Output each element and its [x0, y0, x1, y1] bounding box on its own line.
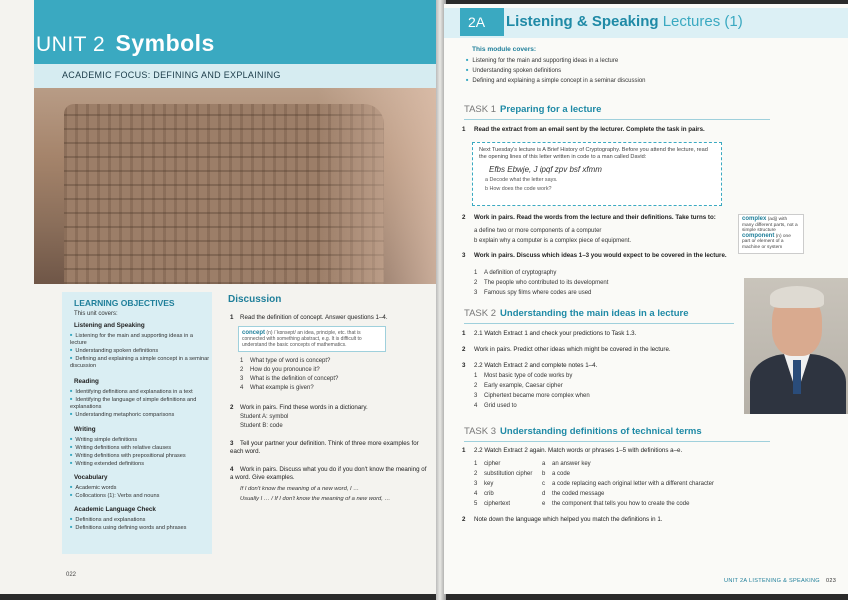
objective-item: ■ Academic words: [70, 483, 210, 492]
concept-definition: (n) /ˈkɒnsept/ an idea, principle, etc. that is connected with something abstract, e.g. It is difficult to understand the basic concepts of mathematics.: [242, 330, 362, 348]
task-1-question-2: 2 Work in pairs. Read the words from the lecture and their definitions. Take turns to:: [462, 214, 716, 221]
objective-item: ■ Writing simple definitions: [70, 435, 210, 444]
concept-word: concept: [242, 330, 266, 336]
objective-item: ■ Identifying the language of simple definitions and explanations: [70, 395, 210, 411]
email-text: Next Tuesday's lecture is A Brief History of Cryptography. Before you attend the lecture, read the opening lines of this letter written in code to a man called David:: [479, 147, 708, 160]
discussion-subquestion: 2 How do you pronounce it?: [240, 367, 320, 373]
page-number-left: 022: [66, 572, 77, 578]
unit-number: UNIT 2: [36, 33, 106, 56]
objectives-section-title: Listening and Speaking: [74, 322, 145, 329]
task-3-heading: TASK 3 Understanding definitions of technical terms: [464, 426, 702, 437]
term-item: 5 ciphertext: [474, 501, 511, 507]
module-cover-item: ■ Listening for the main and supporting ideas in a lecture: [466, 57, 618, 64]
term-item: 3 key: [474, 481, 494, 487]
task-1-question-1: 1 Read the extract from an email sent by the lecturer. Complete the task in pairs.: [462, 126, 705, 133]
email-subtask: b How does the code work?: [485, 186, 552, 192]
glossary-word: component: [742, 232, 775, 239]
module-covers-heading: This module covers:: [472, 46, 537, 53]
objective-item: ■ Writing definitions with relative clauses: [70, 443, 210, 452]
objective-item: ■ Understanding spoken definitions: [70, 346, 210, 355]
task-2-question-3: 3 2.2 Watch Extract 2 and complete notes 1–4.: [462, 362, 598, 369]
objective-item: ■ Understanding metaphoric comparisons: [70, 410, 210, 419]
task-1-heading: TASK 1 Preparing for a lecture: [464, 104, 602, 115]
module-tag: 2A: [460, 8, 504, 36]
task-1-question-3: 3 Work in pairs. Discuss which ideas 1–3 you would expect to be covered in the lecture.: [462, 252, 727, 259]
example-sentence: Usually I … / If I don't know the meaning of a new word, …: [240, 496, 391, 502]
task-2-heading: TASK 2 Understanding the main ideas in a lecture: [464, 308, 689, 319]
discussion-subquestion: 3 What is the definition of concept?: [240, 376, 339, 382]
discussion-question-2: 2 Work in pairs. Find these words in a dictionary.: [230, 404, 368, 411]
academic-focus-bar: [34, 64, 438, 88]
discussion-question-1: 1 Read the definition of concept. Answer questions 1–4.: [230, 314, 388, 321]
task-2-note: 1 Most basic type of code works by: [474, 373, 573, 379]
task-2-note: 2 Early example, Caesar cipher: [474, 383, 563, 389]
objective-item: ■ Writing definitions with prepositional phrases: [70, 451, 210, 460]
module-cover-item: ■ Defining and explaining a simple concept in a seminar discussion: [466, 77, 646, 84]
page-footer: UNIT 2A LISTENING & SPEAKING 023: [724, 578, 837, 584]
discussion-question-4: 4 Work in pairs. Discuss what you do if you don't know the meaning of a word. Give examples.: [230, 466, 427, 481]
page-number-right: 023: [825, 578, 837, 584]
definition-item: d the coded message: [542, 491, 605, 497]
task-1-subitem: 1 A definition of cryptography: [474, 270, 557, 276]
learning-objectives-box: [62, 292, 212, 554]
term-item: 2 substitution cipher: [474, 471, 533, 477]
task-1-subitem: 3 Famous spy films where codes are used: [474, 290, 592, 296]
right-page: [444, 4, 848, 594]
objectives-section-title: Reading: [74, 378, 99, 385]
glossary-box: complex (adj) with many different parts, not a simple structure component (n) one part or element of a machine or system: [738, 214, 804, 254]
cuneiform-tablet-photo: [34, 88, 438, 284]
term-item: 4 crib: [474, 491, 494, 497]
task-3-question-2: 2 Note down the language which helped you match the definitions in 1.: [462, 516, 663, 523]
student-b-word: Student B: code: [240, 423, 283, 429]
email-extract-box: [472, 142, 722, 206]
module-cover-item: ■ Understanding spoken definitions: [466, 67, 561, 74]
unit-name: Symbols: [115, 30, 215, 56]
discussion-subquestion: 4 What example is given?: [240, 385, 314, 391]
term-item: 1 cipher: [474, 461, 501, 467]
task-1-subitem: a define two or more components of a computer: [474, 228, 602, 234]
objective-item: ■ Definitions and explanations: [70, 515, 210, 524]
discussion-question-3: 3 Tell your partner your definition. Think of three more examples for each word.: [230, 440, 419, 455]
concept-definition-box: [238, 326, 386, 352]
definitions-column: [542, 459, 714, 509]
task-2-question-2: 2 Work in pairs. Predict other ideas which might be covered in the lecture.: [462, 346, 671, 353]
definition-item: b a code: [542, 471, 571, 477]
academic-focus-text: ACADEMIC FOCUS: DEFINING AND EXPLAINING: [62, 70, 281, 80]
objective-item: ■ Writing extended definitions: [70, 459, 210, 468]
task-2-note: 3 Ciphertext became more complex when: [474, 393, 590, 399]
terms-column: [474, 459, 532, 509]
glossary-word: complex: [742, 216, 767, 222]
definition-item: c a code replacing each original letter with a different character: [542, 481, 714, 487]
definition-item: a an answer key: [542, 461, 591, 467]
example-sentence: If I don't know the meaning of a new word, I …: [240, 486, 360, 492]
objectives-section-title: Vocabulary: [74, 474, 108, 481]
objective-item: ■ Identifying definitions and explanations in a text: [70, 387, 210, 396]
objectives-heading: LEARNING OBJECTIVES: [74, 298, 175, 308]
objectives-section-title: Academic Language Check: [74, 506, 156, 513]
task-3-question-1: 1 2.2 Watch Extract 2 again. Match words or phrases 1–5 with definitions a–e.: [462, 447, 683, 454]
objective-item: ■ Definitions using defining words and phrases: [70, 523, 210, 532]
objectives-section-title: Writing: [74, 426, 96, 433]
unit-title: [36, 30, 215, 57]
objective-item: ■ Defining and explaining a simple concept in a seminar discussion: [70, 354, 210, 370]
cipher-text: Efbs Ebwje, J ipqf zpv bsf xfmm: [489, 165, 602, 174]
task-1-subitem: b explain why a computer is a complex piece of equipment.: [474, 238, 632, 244]
task-2-note: 4 Grid used to: [474, 403, 517, 409]
email-subtask: a Decode what the letter says.: [485, 177, 558, 183]
objective-item: ■ Listening for the main and supporting ideas in a lecture: [70, 331, 210, 347]
discussion-heading: Discussion: [228, 294, 282, 305]
task-1-subitem: 2 The people who contributed to its development: [474, 280, 609, 286]
task-2-question-1: 1 2.1 Watch Extract 1 and check your predictions to Task 1.3.: [462, 330, 637, 337]
discussion-subquestion: 1 What type of word is concept?: [240, 358, 331, 364]
student-a-word: Student A: symbol: [240, 414, 289, 420]
objective-item: ■ Collocations (1): Verbs and nouns: [70, 491, 210, 500]
objectives-intro: This unit covers:: [74, 311, 118, 317]
module-title: Listening & Speaking Lectures (1): [506, 13, 743, 30]
definition-item: e the component that tells you how to create the code: [542, 501, 690, 507]
